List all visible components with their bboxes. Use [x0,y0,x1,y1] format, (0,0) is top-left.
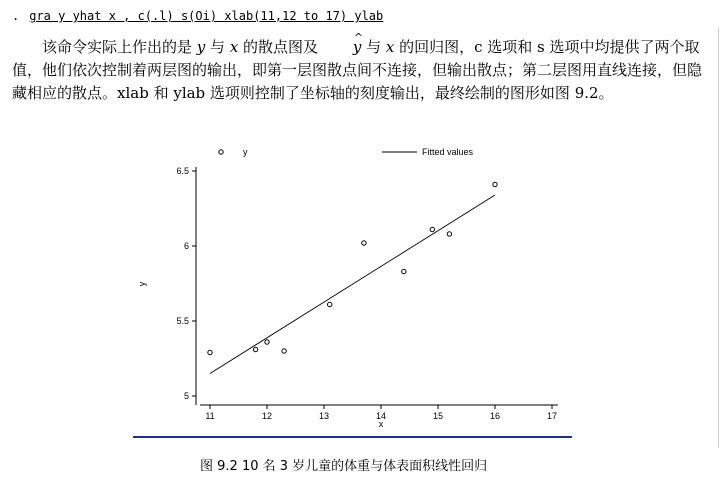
legend-label-y: y [243,147,248,157]
data-point [328,302,332,306]
var-x: x [229,38,239,56]
body-paragraph [12,36,702,105]
var-y: y [196,38,206,56]
x-tick-label: 17 [546,411,558,421]
regression-chart [130,143,570,435]
para-text-5: 的回归图，c 选项和 s 选项中均提供了两个取值，他们依次控制着两层图的输出，即第一层图散点间不连接，但输出散点；第二层图用直线连接，但隐藏相应的散点。xlab 和 ylab 选项则控制了坐标轴的刻度输出，最终绘制的图形如图 9.2。 [12,38,703,102]
var-x-2: x [385,38,395,56]
x-tick-label: 13 [318,411,330,421]
stata-command [12,9,383,23]
chart-axes [196,167,558,405]
data-point [282,349,286,353]
data-point [253,347,257,351]
data-point [402,269,406,273]
page-edge-line [718,28,719,448]
x-tick-label: 11 [205,411,215,421]
y-tick-label: 6.5 [176,166,189,176]
x-tick-label: 16 [489,411,501,421]
y-tick-label: 5.5 [176,316,189,326]
command-code: gra y yhat x , c(.l) s(Oi) xlab(11,12 to 17) ylab [29,9,384,23]
y-tick-label: 5 [183,391,189,401]
y-tick-label: 6 [183,241,189,251]
figure-caption: 图 9.2 10 名 3 岁儿童的体重与体表面积线性回归 [200,459,488,474]
command-prompt: . [12,9,20,23]
x-tick-label: 12 [261,411,273,421]
data-point [362,241,366,245]
x-tick-label: 14 [375,411,387,421]
chart-marks [208,182,497,373]
var-yhat: ^ y [323,36,361,59]
data-point [265,340,269,344]
figure-divider [133,436,572,438]
y-axis-label: y [137,281,147,287]
legend-label-fitted: Fitted values [422,147,474,157]
para-text-3: 的散点图及 [238,38,323,56]
para-text-4: 与 [361,38,386,56]
para-text-1: 该命令实际上作出的是 [42,38,197,56]
para-text-2: 与 [205,38,230,56]
legend-marker-y [219,150,223,154]
chart-ticks [176,166,557,421]
data-point [208,350,212,354]
data-point [430,227,434,231]
data-point [493,182,497,186]
x-tick-label: 15 [432,411,444,421]
chart-legend [219,147,474,157]
x-axis-label: x [378,419,384,429]
data-point [447,232,451,236]
fitted-line [210,195,495,374]
